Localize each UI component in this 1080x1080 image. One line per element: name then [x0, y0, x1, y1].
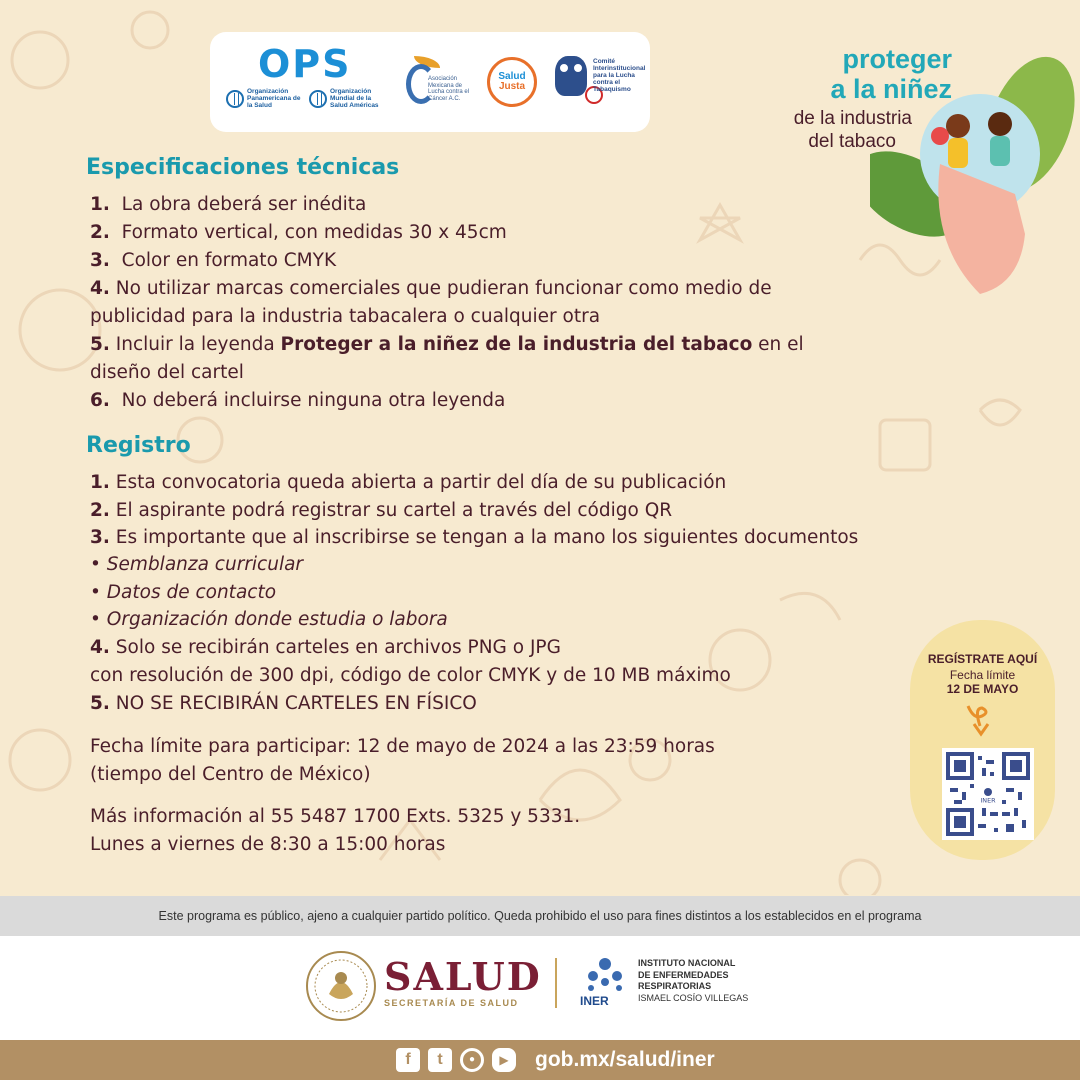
qr-deadline-date: 12 DE MAYO — [946, 682, 1019, 696]
qr-register-panel[interactable] — [910, 620, 1055, 860]
info-line2: Lunes a viernes de 8:30 a 15:00 horas — [90, 834, 446, 855]
info-line1: Más información al 55 5487 1700 Exts. 5325 y 5331. — [90, 806, 581, 827]
spec-item-5-cont: diseño del cartel — [90, 362, 244, 383]
ops-org2-label: Organización Mundial de la Salud Américas — [330, 88, 379, 109]
campaign-badge — [770, 44, 1080, 304]
registro-item-4: 4. Solo se recibirán carteles en archivos PNG o JPG — [90, 637, 561, 658]
disclaimer-bar: Este programa es público, ajeno a cualquier partido político. Queda prohibido el uso para fines distintos a los establecidos en el programa — [0, 896, 1080, 936]
campaign-line1: proteger — [842, 44, 952, 74]
registro-bullet-3: • Organización donde estudia o labora — [90, 609, 448, 630]
registro-item-4-cont: con resolución de 300 dpi, código de color CMYK y de 10 MB máximo — [90, 665, 731, 686]
ops-org1-label: Organización Panamericana de la Salud — [247, 88, 301, 109]
facebook-icon[interactable]: f — [396, 1048, 420, 1072]
social-bar — [0, 1040, 1080, 1080]
sponsor-area — [0, 936, 1080, 1040]
spec-item-5: 5. Incluir la leyenda Proteger a la niñez de la industria del tabaco en el — [90, 334, 804, 355]
registro-title: Registro — [86, 433, 191, 458]
cilt-logo — [555, 54, 645, 110]
spec-item-4: 4. No utilizar marcas comerciales que pudieran funcionar como medio de — [90, 278, 772, 299]
divider — [555, 958, 557, 1008]
iner-full-name: INSTITUTO NACIONAL DE ENFERMEDADES RESPIRATORIAS ISMAEL COSÍO VILLEGAS — [638, 958, 749, 1003]
amc-logo — [400, 54, 470, 110]
qr-center-label: INER — [980, 796, 996, 805]
qr-title: REGÍSTRATE AQUÍ — [927, 652, 1038, 666]
globe-icon — [226, 90, 244, 108]
salud-wordmark: SALUD — [384, 954, 542, 999]
mexico-seal-icon — [305, 950, 377, 1022]
spec-item-6: 6. No deberá incluirse ninguna otra leyenda — [90, 390, 506, 411]
globe-icon — [309, 90, 327, 108]
specs-title: Especificaciones técnicas — [86, 155, 400, 180]
instagram-icon[interactable]: ● — [460, 1048, 484, 1072]
qr-code[interactable] — [942, 748, 1034, 840]
arrow-down-icon — [962, 702, 1002, 740]
registro-item-1: 1. Esta convocatoria queda abierta a partir del día de su publicación — [90, 472, 727, 493]
twitter-icon[interactable]: t — [428, 1048, 452, 1072]
campaign-line4: del tabaco — [808, 131, 896, 152]
registro-bullet-2: • Datos de contacto — [90, 582, 277, 603]
campaign-line2: a la niñez — [830, 74, 952, 104]
salud-subtitle: SECRETARÍA DE SALUD — [384, 998, 519, 1008]
iner-acronym: INER — [580, 994, 609, 1008]
amc-label: Asociación Mexicana de Lucha contra el Cáncer A.C. — [428, 76, 470, 102]
spec-item-4-cont: publicidad para la industria tabacalera o cualquier otra — [90, 306, 601, 327]
registro-bullet-1: • Semblanza curricular — [90, 554, 304, 575]
deadline-line1: Fecha límite para participar: 12 de mayo de 2024 a las 23:59 horas — [90, 736, 715, 757]
deadline-line2: (tiempo del Centro de México) — [90, 764, 371, 785]
salud-justa-logo: Salud Justa — [487, 57, 537, 107]
qr-deadline-label: Fecha límite — [949, 668, 1016, 682]
campaign-line3: de la industria — [793, 108, 912, 129]
ops-logo — [226, 44, 386, 109]
partner-logos-bar — [210, 32, 650, 132]
ops-wordmark: OPS — [258, 42, 352, 86]
registro-item-3: 3. Es importante que al inscribirse se tengan a la mano los siguientes documentos — [90, 527, 859, 548]
registro-item-2: 2. El aspirante podrá registrar su cartel a través del código QR — [90, 500, 673, 521]
spec-item-3: 3. Color en formato CMYK — [90, 250, 337, 271]
youtube-icon[interactable]: ▶ — [492, 1048, 516, 1072]
spec-item-2: 2. Formato vertical, con medidas 30 x 45cm — [90, 222, 507, 243]
owl-icon — [555, 56, 587, 96]
spec-item-1: 1. La obra deberá ser inédita — [90, 194, 367, 215]
website-link[interactable]: gob.mx/salud/iner — [535, 1048, 715, 1071]
registro-item-5: 5. NO SE RECIBIRÁN CARTELES EN FÍSICO — [90, 693, 477, 714]
cilt-label: Comité Interinstitucional para la Lucha contra el Tabaquismo — [593, 58, 646, 93]
